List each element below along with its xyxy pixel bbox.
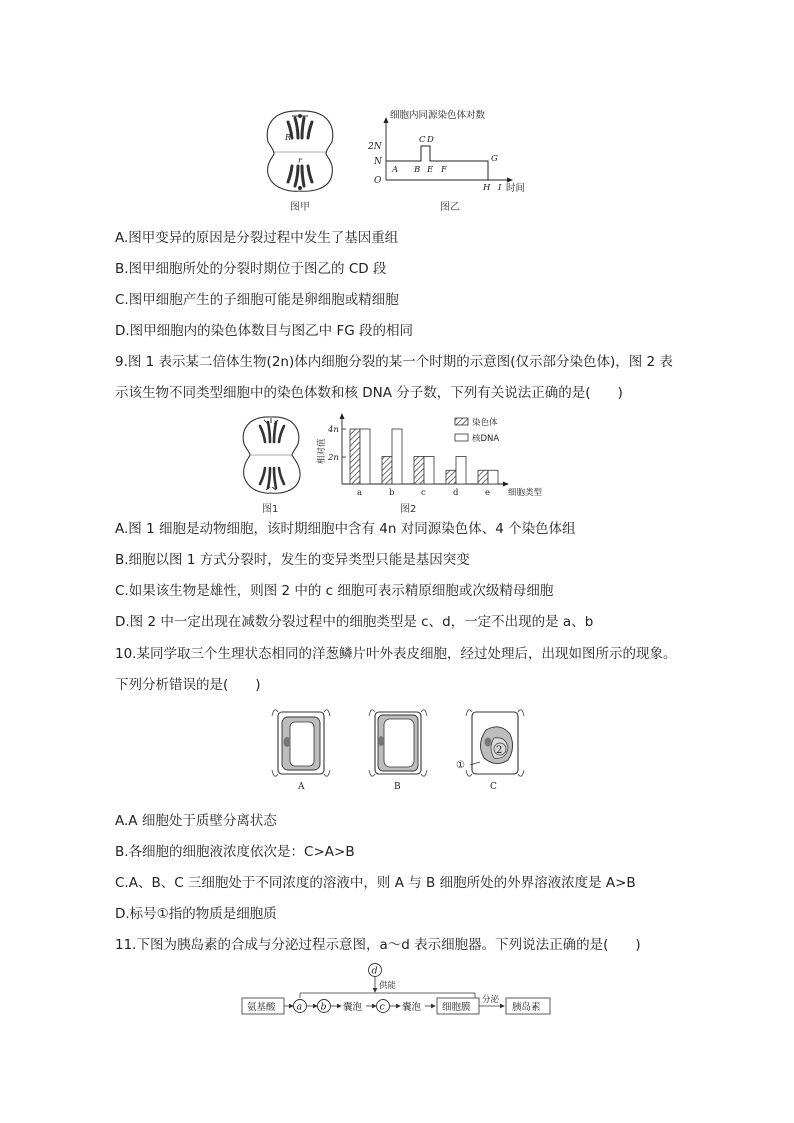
x-tick-d: d [453,488,459,498]
vesicle-1: 囊泡 [343,1002,363,1013]
q8-option-a: A.图甲变异的原因是分裂过程中发生了基因重组 [115,230,399,246]
x-tick-a: a [357,488,363,498]
point-I: I [498,183,502,193]
q9-option-a: A.图 1 细胞是动物细胞，该时期细胞中含有 4n 对同源染色体、4 个染色体组 [115,521,576,537]
bar-b-chromosome [382,457,392,485]
plasmolysis-cells-figure [270,708,530,796]
chart-y-label: 相对值 [317,438,327,464]
y-tick-4n: 4n [328,425,339,435]
q10-option-b: B.各细胞的细胞液浓度依次是：C>A>B [115,844,355,860]
q11-stem: 11.下图为胰岛素的合成与分泌过程示意图，a～d 表示细胞器。下列说法正确的是( ) [115,937,641,953]
x-tick-e: e [485,488,491,498]
figure-jia-caption: 图甲 [290,202,310,213]
insulin-box: 胰岛素 [512,1002,541,1013]
q10-option-c: C.A、B、C 三细胞处于不同浓度的溶液中，则 A 与 B 细胞所处的外界溶液浓度是 A>B [115,875,636,891]
x-tick-c: c [421,488,426,498]
figure-yi-graph [364,106,534,198]
q9-stem-line1: 9.图 1 表示某二倍体生物(2n)体内细胞分裂的某一个时期的示意图(仅示部分染色体)，图 2 表 [115,354,673,370]
insulin-secretion-flowchart [240,960,560,1020]
cell-membrane-box: 细胞膜 [442,1002,471,1013]
q9-option-c: C.如果该生物是雄性，则图 2 中的 c 细胞可表示精原细胞或次级精母细胞 [115,583,554,599]
q8-option-d: D.图甲细胞内的染色体数目与图乙中 FG 段的相同 [115,323,413,339]
organelle-a: a [296,1001,303,1013]
figure-2-caption: 图2 [400,504,417,515]
bar-a-dna [360,429,370,484]
q10-option-a: A.A 细胞处于质壁分离状态 [115,813,277,829]
bar-a-chromosome [350,429,360,484]
bar-e-chromosome [478,470,488,484]
bar-b-dna [392,429,402,484]
x-tick-b: b [389,488,395,498]
legend-label-dna: 核DNA [472,434,500,444]
gene-label-R: R [285,133,292,142]
point-B: B [414,165,421,175]
bar-d-chromosome [446,470,456,484]
point-C: C [419,135,426,145]
y-label-2N: 2N [368,142,382,152]
supply-energy-label: 供能 [379,981,397,991]
q10-option-d: D.标号①指的物质是细胞质 [115,906,277,922]
bar-c-chromosome [414,457,424,485]
legend-swatch-dna [455,434,468,441]
graph-y-title: 细胞内同源染色体对数 [390,110,486,121]
figure-1-cell [238,414,304,496]
x-tick-group [357,488,490,498]
q8-option-b: B.图甲细胞所处的分裂时期位于图乙的 CD 段 [115,261,387,277]
point-A: A [392,165,399,175]
cell-B [369,710,427,777]
chart-x-label: 细胞类型 [508,488,543,498]
q10-stem-line1: 10.某同学取三个生理状态相同的洋葱鳞片叶外表皮细胞，经过处理后，出现如图所示的现象。 [115,646,677,662]
y-label-N: N [374,157,382,167]
legend-label-chromosome: 染色体 [472,418,498,428]
figure-2-bar-chart [310,412,560,502]
q9-option-d: D.图 2 中一定出现在减数分裂过程中的细胞类型是 c、d，一定不出现的是 a、b [115,614,594,630]
cell-C [456,710,524,777]
cell-label-A: A [298,782,305,792]
organelle-b: b [320,1001,327,1013]
x-axis-label-time: 时间 [506,183,526,194]
cell-label-B: B [394,782,401,792]
figure-jia-cell [262,108,338,194]
secretion-label: 分泌 [482,995,500,1005]
marker-1: ① [456,760,465,771]
point-D: D [427,135,434,145]
point-H: H [483,183,491,193]
legend-swatch-chromosome [455,418,468,425]
q9-stem-line2: 示该生物不同类型细胞中的染色体数和核 DNA 分子数，下列有关说法正确的是( ) [115,385,623,401]
bar-c-dna [424,457,434,485]
cell-A [272,710,330,777]
marker-2: 2 [496,745,503,756]
organelle-d: d [371,965,378,977]
gene-label-r: r [298,156,302,165]
origin-label: O [374,176,382,186]
q10-stem-line2: 下列分析错误的是( ) [115,677,261,693]
vesicle-2: 囊泡 [402,1002,422,1013]
q8-option-c: C.图甲细胞产生的子细胞可能是卵细胞或精细胞 [115,292,399,308]
bar-e-dna [488,470,498,484]
amino-acid-box: 氨基酸 [247,1002,276,1013]
q9-option-b: B.细胞以图 1 方式分裂时，发生的变异类型只能是基因突变 [115,552,470,568]
cell-label-C: C [490,782,497,792]
y-tick-2n: 2n [328,453,339,463]
point-E: E [427,165,434,175]
point-F: F [441,165,447,175]
bar-d-dna [456,457,466,485]
figure-yi-caption: 图乙 [440,202,460,213]
point-G: G [491,154,498,164]
organelle-c: c [379,1001,385,1013]
figure-1-caption: 图1 [262,504,279,515]
